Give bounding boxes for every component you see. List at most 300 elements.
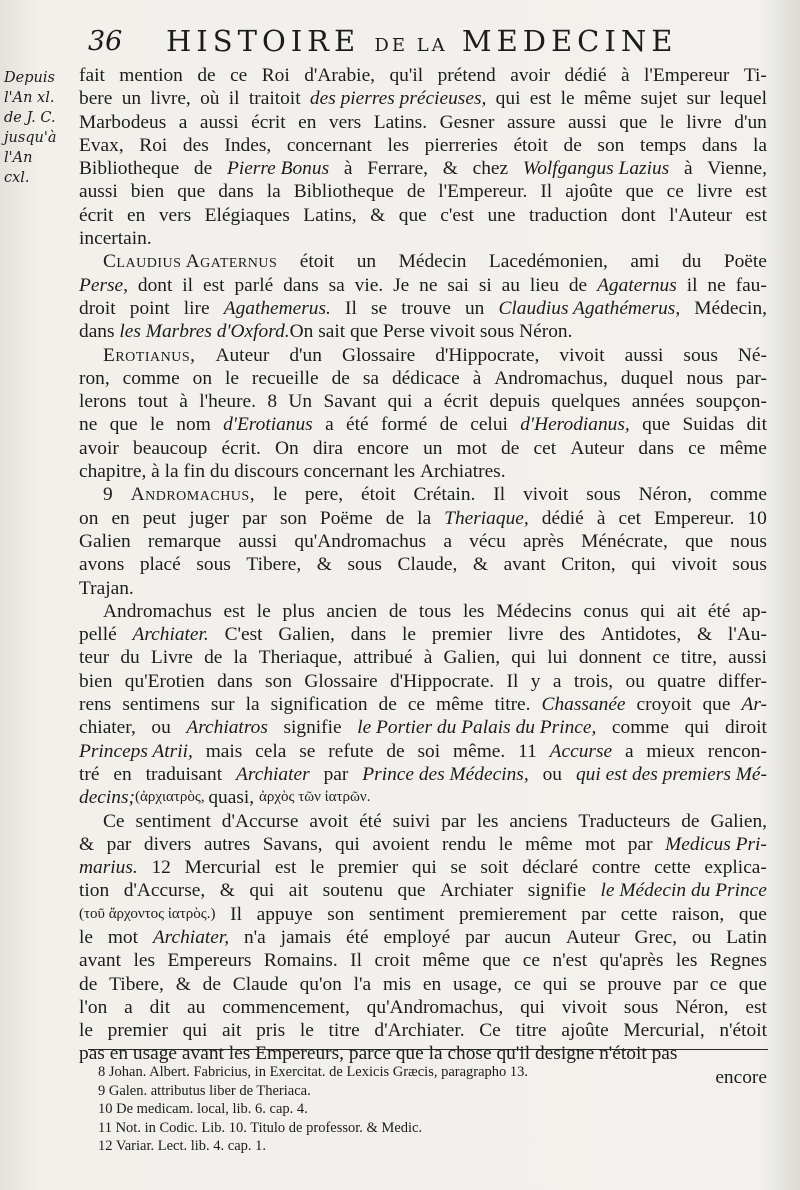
text-line bbox=[79, 600, 767, 623]
word: 9 bbox=[103, 484, 113, 506]
word: à bbox=[472, 367, 482, 389]
word: sentiment bbox=[368, 903, 445, 925]
word: 8 bbox=[267, 391, 278, 413]
word: d'Arabie, bbox=[304, 65, 376, 86]
word: lequel bbox=[719, 88, 767, 110]
word: conus bbox=[583, 600, 629, 622]
word: le Médecin du Prince bbox=[600, 880, 767, 902]
word: de bbox=[386, 740, 405, 762]
word: soutenu bbox=[322, 880, 383, 902]
word: qui bbox=[182, 1020, 208, 1042]
word: vivoit bbox=[523, 484, 569, 506]
word: on bbox=[192, 367, 213, 389]
word: Savant bbox=[323, 391, 377, 413]
running-title-word-medecine: MEDECINE bbox=[461, 24, 678, 58]
word: Theriaque, bbox=[258, 647, 343, 669]
word: par bbox=[465, 926, 490, 948]
word: qui est des premiers Mé- bbox=[575, 763, 767, 785]
word: chez bbox=[472, 158, 509, 180]
word: a bbox=[178, 111, 188, 133]
word: lieu bbox=[529, 274, 559, 296]
body-text bbox=[79, 64, 767, 1089]
word: le bbox=[272, 484, 287, 506]
word: titre bbox=[515, 1020, 547, 1042]
word: son bbox=[327, 903, 355, 925]
word: que bbox=[109, 414, 138, 436]
word: même bbox=[719, 437, 767, 459]
word: dans bbox=[217, 670, 253, 692]
word: le bbox=[79, 1020, 93, 1042]
word: a bbox=[423, 391, 433, 413]
paragraph bbox=[79, 810, 767, 1066]
word: à bbox=[343, 158, 353, 180]
word: Claude, bbox=[397, 554, 458, 576]
word: d'Erotianus bbox=[223, 414, 313, 436]
word: après bbox=[523, 530, 564, 552]
word: une bbox=[487, 204, 516, 226]
text-line bbox=[79, 763, 767, 786]
text-line bbox=[79, 87, 767, 110]
text-line bbox=[79, 646, 767, 669]
word: concernant bbox=[303, 461, 389, 483]
word: sai bbox=[447, 274, 469, 296]
word: traduction bbox=[529, 204, 608, 226]
running-title-word-histoire: HISTOIRE bbox=[166, 24, 361, 58]
text-line bbox=[79, 297, 767, 320]
word: ap- bbox=[742, 600, 767, 622]
word: titre. bbox=[494, 694, 531, 716]
word: dans bbox=[701, 134, 738, 156]
word: teur bbox=[79, 647, 110, 669]
word: écrit bbox=[251, 111, 286, 133]
word: ne bbox=[419, 274, 438, 296]
text-line bbox=[79, 413, 767, 436]
word: & bbox=[442, 158, 458, 180]
word: Médecin bbox=[398, 251, 467, 273]
word: avoient bbox=[372, 833, 430, 855]
word: Néron, bbox=[638, 484, 692, 506]
text-line bbox=[79, 204, 767, 227]
word: n'est bbox=[552, 950, 588, 972]
word: à bbox=[423, 647, 433, 669]
footnote: 11 Not. in Codic. Lib. 10. Titulo de professor. & Medic. bbox=[98, 1119, 423, 1136]
word: aussi bbox=[238, 530, 278, 552]
word: parlé bbox=[234, 274, 274, 296]
word: même bbox=[583, 88, 632, 110]
word: le bbox=[659, 111, 674, 133]
word: qu'il bbox=[496, 1043, 531, 1065]
word: Claudius Agaternus bbox=[103, 251, 278, 273]
word: nous bbox=[730, 530, 767, 552]
word: un bbox=[356, 251, 377, 273]
word: Ti- bbox=[743, 65, 767, 86]
word: Theriaque, bbox=[444, 507, 529, 529]
word: qu'il bbox=[389, 65, 424, 86]
word: ait bbox=[288, 880, 309, 902]
text-line bbox=[79, 833, 767, 856]
word: Ménécrate, bbox=[581, 530, 668, 552]
word: sous bbox=[732, 554, 767, 576]
word: se bbox=[579, 973, 596, 995]
word: pas bbox=[79, 1043, 105, 1065]
word: Empereurs, bbox=[255, 1043, 345, 1065]
word: dans bbox=[79, 321, 115, 343]
paragraph bbox=[79, 64, 767, 250]
word: pas bbox=[651, 1043, 678, 1065]
word: que bbox=[349, 321, 378, 343]
word: qu'on bbox=[299, 973, 342, 995]
word: comme bbox=[611, 717, 669, 739]
word: cela bbox=[255, 740, 287, 762]
word: Bibliotheque bbox=[293, 181, 394, 203]
word: sentiment bbox=[135, 810, 211, 832]
word: soupçon- bbox=[695, 391, 767, 413]
word: le bbox=[149, 414, 164, 436]
word: ancien bbox=[326, 600, 378, 622]
word: d'Hippocrate. bbox=[389, 670, 495, 692]
word: Galien, bbox=[443, 647, 501, 669]
footnote: 8 Johan. Albert. Fabricius, in Exercitat. de Lexicis Græcis, paragrapho 13. bbox=[98, 1064, 529, 1080]
text-line bbox=[79, 530, 767, 553]
footnote-rule bbox=[88, 1049, 768, 1050]
word: & bbox=[472, 554, 489, 576]
word: Je bbox=[393, 274, 410, 296]
word: dans bbox=[350, 624, 387, 646]
word: sous bbox=[479, 321, 515, 343]
text-line bbox=[79, 437, 767, 460]
word: dédicace bbox=[391, 367, 460, 389]
word: en bbox=[126, 204, 146, 226]
word: fin bbox=[183, 461, 206, 483]
word: de bbox=[681, 810, 700, 832]
word: dont bbox=[137, 274, 173, 296]
word: assure bbox=[506, 111, 556, 133]
text-line bbox=[79, 483, 767, 506]
word: le bbox=[402, 624, 417, 646]
word: Roi bbox=[261, 65, 290, 86]
word: Archiater. bbox=[132, 624, 209, 646]
word: dans bbox=[218, 181, 254, 203]
word: sur bbox=[210, 694, 235, 716]
word: au bbox=[501, 274, 520, 296]
footnotes bbox=[98, 1063, 718, 1156]
word: Marbodeus bbox=[79, 111, 167, 133]
word: même. bbox=[453, 740, 506, 762]
word: est bbox=[745, 181, 767, 203]
word: On bbox=[275, 437, 299, 459]
word: aussi bbox=[728, 647, 767, 669]
word: rens bbox=[79, 694, 112, 716]
word: que bbox=[642, 414, 671, 436]
word: que bbox=[625, 181, 654, 203]
word: ce bbox=[407, 694, 426, 716]
word: Médecins bbox=[496, 600, 572, 622]
word: Mercurial bbox=[184, 857, 262, 879]
word: Il bbox=[230, 903, 242, 925]
word: Indes, bbox=[224, 134, 272, 156]
word: a bbox=[443, 530, 452, 552]
paragraph bbox=[79, 600, 767, 810]
word: peut bbox=[142, 507, 177, 529]
word: ne bbox=[79, 414, 98, 436]
word: la bbox=[753, 134, 767, 156]
word: est bbox=[745, 204, 767, 226]
footnote: 12 Variar. Lect. lib. 4. cap. 1. bbox=[98, 1138, 267, 1154]
paragraph bbox=[79, 250, 767, 343]
word: mieux bbox=[646, 740, 695, 762]
word: d'Archiater. bbox=[374, 1020, 465, 1042]
word: à bbox=[620, 65, 630, 86]
word: dédié bbox=[541, 507, 584, 529]
word: où bbox=[200, 88, 220, 110]
word: ait bbox=[676, 600, 697, 622]
word: Pierre Bonus bbox=[226, 158, 330, 180]
word: anciens bbox=[509, 810, 568, 832]
footnote: 9 Galen. attributus liber de Theriaca. bbox=[98, 1082, 311, 1099]
word: C'est bbox=[224, 624, 263, 646]
text-line bbox=[79, 64, 767, 87]
word: de bbox=[388, 600, 408, 622]
word: cette bbox=[654, 857, 691, 879]
word: a bbox=[552, 670, 562, 692]
word: dit bbox=[746, 414, 767, 436]
word: Néron, bbox=[675, 996, 729, 1018]
word: avons bbox=[79, 554, 125, 576]
word: d'un bbox=[734, 111, 767, 133]
word: le Portier du Palais du Prince, bbox=[357, 717, 597, 739]
word: ἀρχὸς τῶν ἰατρῶν. bbox=[259, 789, 371, 806]
word: dit bbox=[149, 996, 171, 1018]
word: tion bbox=[79, 880, 110, 902]
word: Ferrare, bbox=[367, 158, 429, 180]
word: est bbox=[202, 274, 225, 296]
word: fait bbox=[79, 65, 105, 86]
word: la bbox=[266, 181, 281, 203]
word: qui bbox=[542, 973, 568, 995]
word: prouve bbox=[607, 973, 662, 995]
word: cet bbox=[533, 437, 557, 459]
text-line bbox=[79, 134, 767, 157]
word: Glossaire bbox=[304, 670, 378, 692]
word: lerons bbox=[79, 391, 127, 413]
word: en bbox=[298, 111, 317, 133]
margin-note-line: Depuis bbox=[4, 70, 55, 86]
word: celui bbox=[470, 414, 508, 436]
word: d'Hippocrate, bbox=[435, 344, 540, 366]
word: incertain. bbox=[79, 228, 152, 250]
word: (τοῦ ἄρχοντος ἰατρὸς.) bbox=[79, 905, 216, 922]
word: Evax, bbox=[79, 134, 124, 156]
word: premier bbox=[107, 1020, 168, 1042]
word: fau- bbox=[735, 274, 767, 296]
word: Archiatres. bbox=[419, 461, 506, 483]
text-line bbox=[79, 180, 767, 203]
word: par bbox=[441, 810, 466, 832]
word: On bbox=[289, 321, 314, 343]
word: des bbox=[559, 624, 586, 646]
word: a bbox=[624, 740, 634, 762]
word: pellé bbox=[79, 624, 117, 646]
word: que bbox=[395, 1043, 424, 1065]
word: qui bbox=[387, 391, 413, 413]
word: de bbox=[568, 274, 588, 296]
word: rendu bbox=[441, 833, 487, 855]
word: la bbox=[417, 507, 432, 529]
word: sujet bbox=[640, 88, 678, 110]
word: croit bbox=[374, 950, 411, 972]
margin-note-line: jusqu'à bbox=[4, 130, 57, 146]
text-line bbox=[79, 623, 767, 646]
word: n'a bbox=[243, 926, 266, 948]
word: l'Auteur bbox=[669, 204, 732, 226]
word: étoit bbox=[513, 134, 548, 156]
word: & bbox=[696, 624, 713, 646]
word: signifie bbox=[283, 717, 342, 739]
word: juger bbox=[189, 507, 230, 529]
word: le bbox=[310, 857, 325, 879]
text-line bbox=[79, 879, 767, 902]
word: étoit bbox=[299, 251, 335, 273]
word: Archiater, bbox=[152, 926, 230, 948]
word: l'Au- bbox=[727, 624, 767, 646]
word: Regnes bbox=[709, 950, 767, 972]
word: croyoit bbox=[636, 694, 692, 716]
word: les bbox=[675, 950, 698, 972]
word: le bbox=[79, 926, 93, 948]
word: par bbox=[106, 833, 132, 855]
word: sous bbox=[586, 484, 621, 506]
word: Galien, bbox=[278, 624, 335, 646]
word: usage, bbox=[453, 973, 502, 995]
text-line bbox=[79, 973, 767, 996]
word: avant bbox=[79, 950, 121, 972]
word: de bbox=[501, 437, 520, 459]
word: les Marbres d'Oxford. bbox=[119, 321, 290, 343]
word: à bbox=[596, 507, 606, 529]
text-line bbox=[79, 810, 767, 833]
word: soi bbox=[417, 740, 441, 762]
margin-note-line: l'An bbox=[4, 150, 33, 166]
word: traduisant bbox=[145, 763, 223, 785]
word: pierreries bbox=[424, 134, 498, 156]
word: plus bbox=[282, 600, 315, 622]
word: & bbox=[175, 973, 191, 995]
word: Il bbox=[540, 181, 553, 203]
word: ait bbox=[222, 1020, 242, 1042]
word: bien bbox=[130, 181, 165, 203]
word: Elégiaques bbox=[204, 204, 290, 226]
word: même bbox=[525, 833, 573, 855]
word: les bbox=[476, 810, 499, 832]
word: ce bbox=[666, 181, 684, 203]
word: appuye bbox=[256, 903, 313, 925]
word: premier bbox=[337, 857, 399, 879]
text-line bbox=[79, 716, 767, 739]
word: de bbox=[378, 694, 397, 716]
text-line bbox=[79, 926, 767, 949]
word: Suidas bbox=[682, 414, 735, 436]
word: premier bbox=[431, 624, 493, 646]
word: (ἀρχιατρὸς, bbox=[135, 789, 205, 806]
page-header bbox=[88, 24, 788, 60]
word: Auteur bbox=[570, 437, 625, 459]
word: concernant bbox=[286, 134, 372, 156]
text-line bbox=[79, 670, 767, 693]
word: Grec, bbox=[634, 926, 678, 948]
word: titre, bbox=[680, 647, 717, 669]
word: il bbox=[182, 274, 194, 296]
word: remarque bbox=[147, 530, 222, 552]
word: d'Accurse, bbox=[123, 880, 206, 902]
word: Ce bbox=[479, 1020, 501, 1042]
text-line bbox=[79, 507, 767, 530]
word: chose bbox=[447, 1043, 492, 1065]
word: tré bbox=[79, 763, 100, 785]
word: Il bbox=[506, 670, 519, 692]
word: signification bbox=[270, 694, 368, 716]
word: ce bbox=[522, 950, 540, 972]
word: Savans, bbox=[262, 833, 323, 855]
word: Empereur. bbox=[654, 507, 735, 529]
word: aussi bbox=[624, 344, 664, 366]
word: dans bbox=[638, 437, 674, 459]
word: differ- bbox=[718, 670, 767, 692]
word: 10 bbox=[747, 507, 767, 529]
word: les bbox=[462, 600, 485, 622]
word: encore bbox=[357, 437, 409, 459]
word: vers bbox=[328, 111, 362, 133]
word: qui bbox=[640, 600, 666, 622]
word: duquel bbox=[620, 367, 674, 389]
footnote: 10 De medicam. local, lib. 6. cap. 4. bbox=[98, 1101, 308, 1117]
word: sous bbox=[623, 996, 659, 1018]
word: Poëme bbox=[319, 507, 373, 529]
margin-note bbox=[4, 68, 70, 188]
word: en bbox=[113, 763, 132, 785]
word: même bbox=[436, 694, 484, 716]
word: du bbox=[681, 251, 702, 273]
word: la bbox=[428, 1043, 443, 1065]
word: Né- bbox=[737, 344, 767, 366]
word: il bbox=[228, 88, 240, 110]
word: y bbox=[530, 670, 541, 692]
word: ce bbox=[709, 973, 727, 995]
word: qu'Andromachus bbox=[294, 530, 427, 552]
word: le bbox=[498, 833, 513, 855]
word: Tibere, bbox=[246, 554, 302, 576]
word: Bibliotheque bbox=[79, 158, 180, 180]
word: à bbox=[683, 158, 693, 180]
word: qui bbox=[631, 554, 656, 576]
word: dans bbox=[283, 274, 319, 296]
word: que bbox=[702, 694, 731, 716]
word: temps bbox=[639, 134, 687, 156]
word: dédié bbox=[564, 65, 607, 86]
word: Un bbox=[288, 391, 313, 413]
word: cette bbox=[620, 903, 658, 925]
word: sous bbox=[347, 554, 382, 576]
word: avoit bbox=[309, 810, 349, 832]
word: de bbox=[204, 647, 223, 669]
word: tout bbox=[137, 391, 168, 413]
text-line bbox=[79, 553, 767, 576]
word: Agathemerus. bbox=[223, 297, 331, 319]
word: si bbox=[478, 274, 492, 296]
word: attribué bbox=[353, 647, 413, 669]
word: Ar- bbox=[741, 694, 767, 716]
word: Perse, bbox=[79, 274, 128, 296]
word: comme bbox=[122, 367, 180, 389]
